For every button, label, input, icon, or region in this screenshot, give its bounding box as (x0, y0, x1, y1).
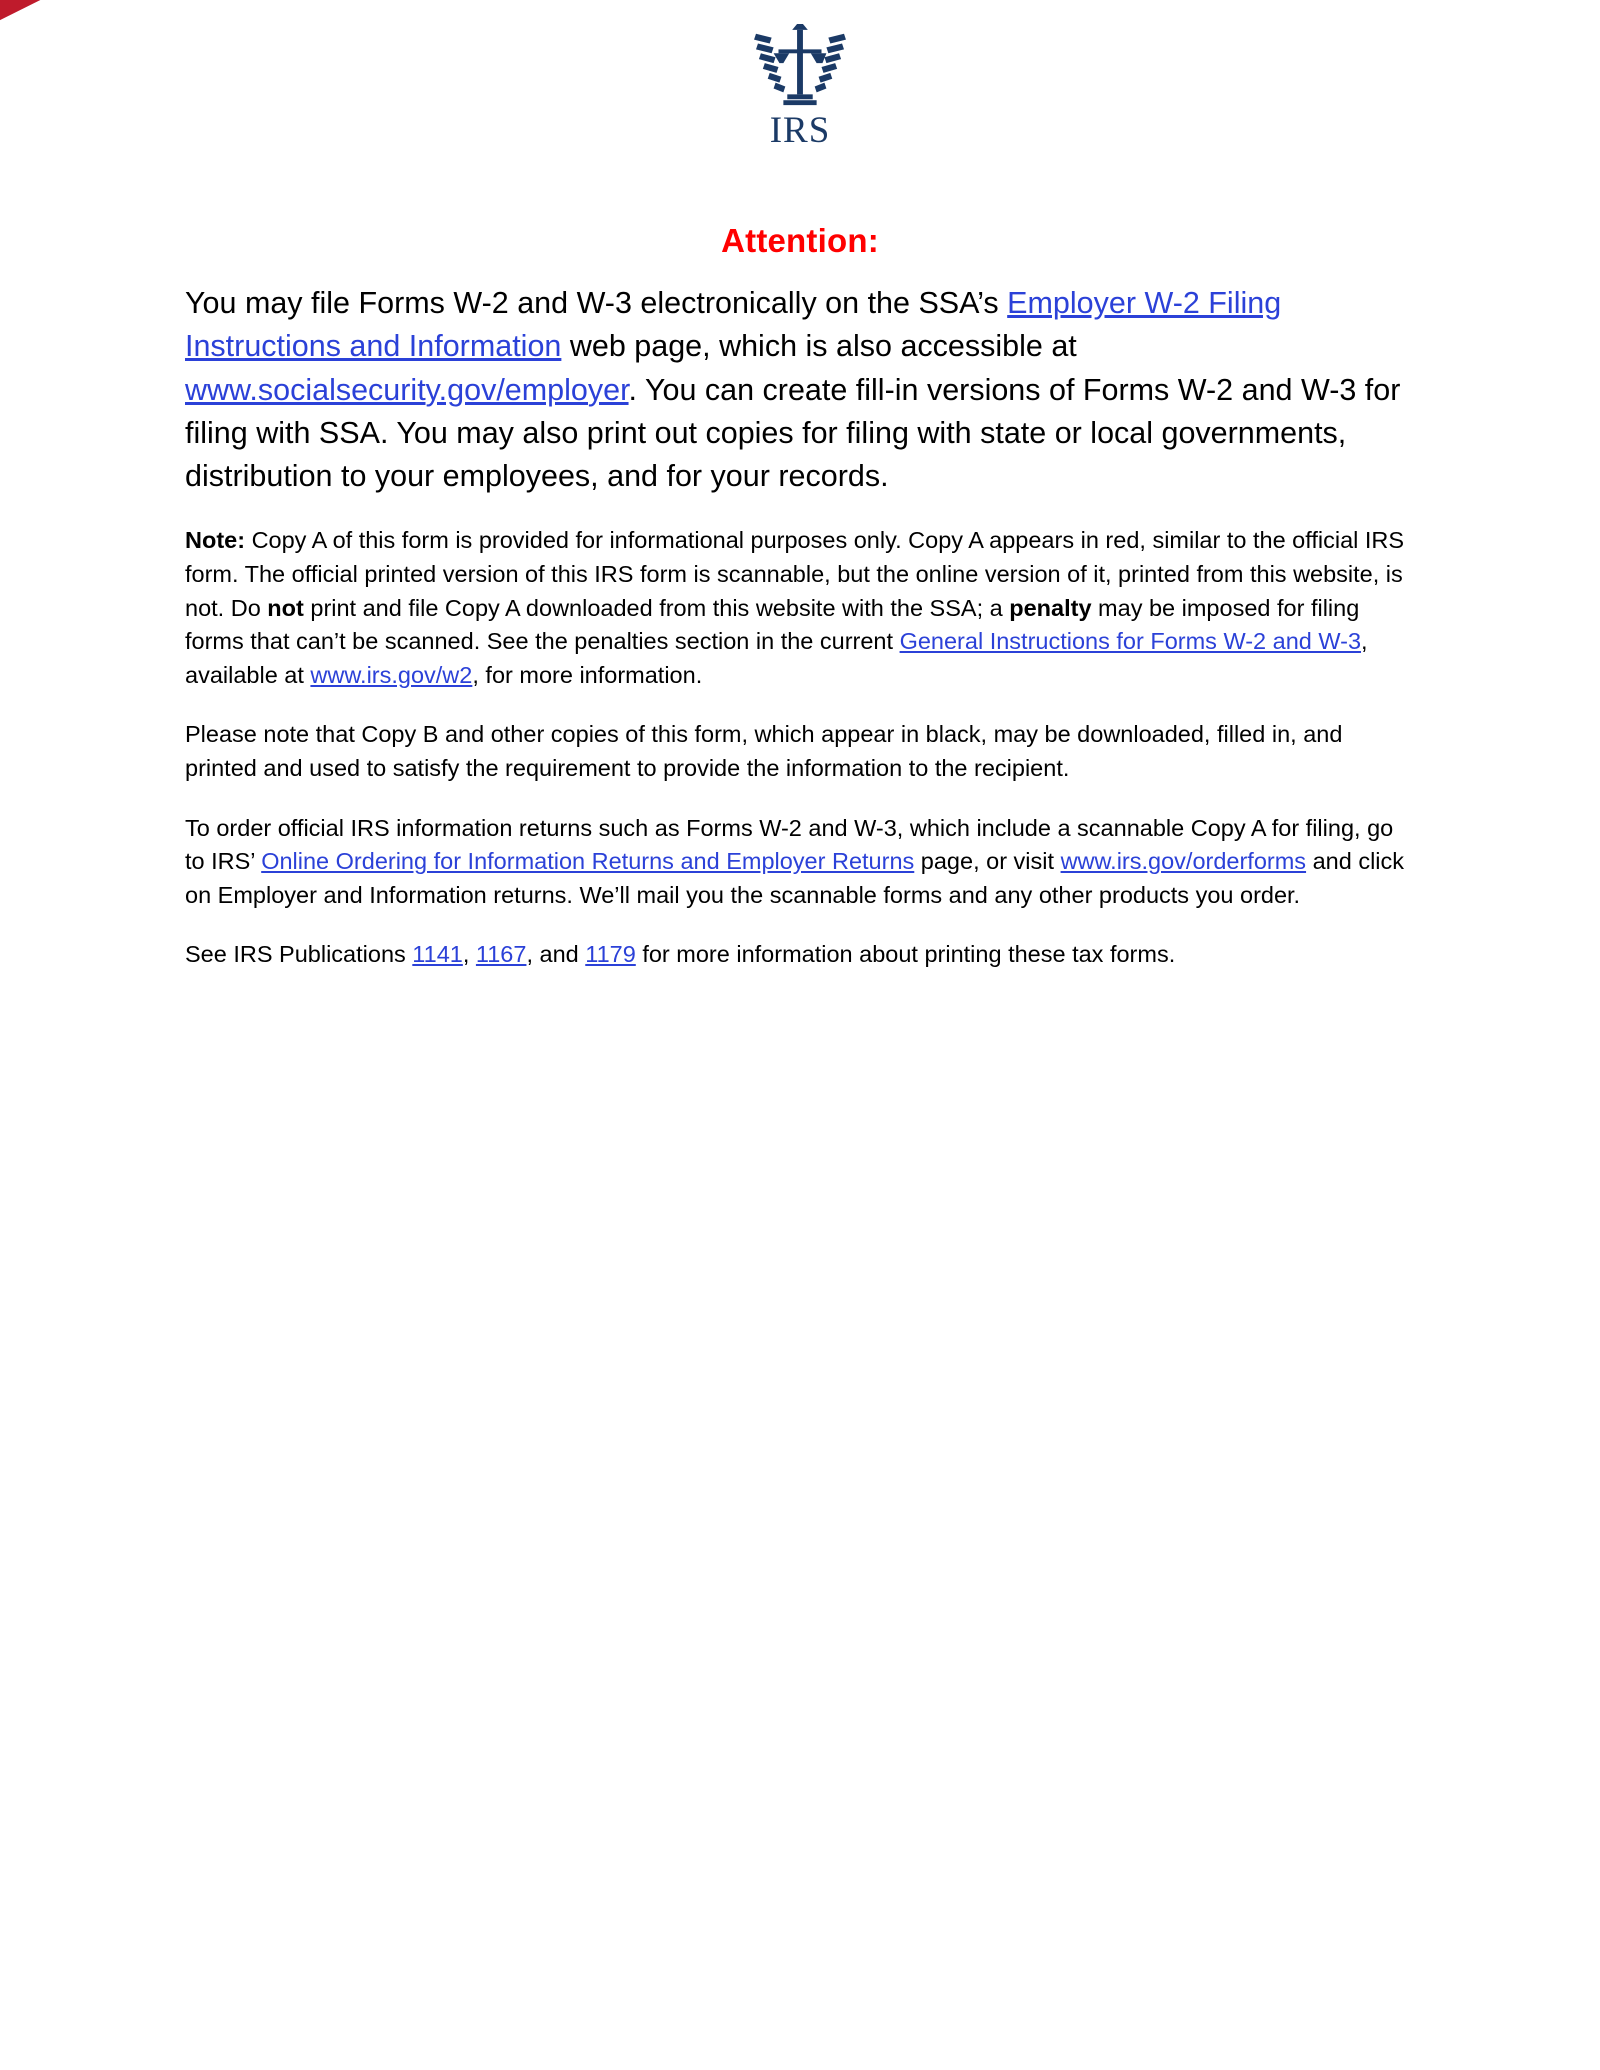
order-text-2: page, or visit (914, 848, 1061, 875)
link-general-instructions-w2-w3[interactable]: General Instructions for Forms W-2 and W-3 (899, 628, 1362, 655)
irs-eagle-scales-icon (745, 22, 855, 110)
page-title: Attention: (721, 222, 879, 259)
note-label: Note: (185, 527, 246, 554)
link-irs-gov-orderforms[interactable]: www.irs.gov/orderforms (1060, 848, 1307, 875)
link-employer-w2-filing[interactable]: Employer W-2 Filing Instructions and Information (185, 286, 1282, 364)
lead-text-1: You may file Forms W-2 and W-3 electronically on the SSA’s (185, 286, 1008, 320)
lead-text-3: . You can create fill-in versions of Forms W-2 and W-3 for filing with SSA. You may also print out copies for filing with state or local governments, distribution to your employees, and for your records. (185, 372, 1401, 494)
order-paragraph (185, 812, 1415, 913)
note-text-3: may be imposed for filing forms that can’t be scanned. See the penalties section in the current (185, 594, 1360, 655)
lead-paragraph (185, 282, 1415, 498)
us-flag-corner-icon (0, 0, 400, 200)
pubs-text-1: See IRS Publications (185, 941, 413, 968)
note-text-2: print and file Copy A downloaded from this website with the SSA; a (303, 594, 1010, 621)
pubs-text-3: , and (526, 941, 586, 968)
link-pub-1141[interactable]: 1141 (412, 941, 463, 968)
note-bold-not: not (267, 594, 304, 621)
lead-text-2: web page, which is also accessible at (561, 329, 1077, 364)
link-pub-1179[interactable]: 1179 (585, 941, 636, 968)
note-text-1: Copy A of this form is provided for informational purposes only. Copy A appears in red, similar to the official IRS form. The official printed version of this IRS form is scannable, but the online version of it, printed from this website, is not. Do (185, 527, 1405, 621)
copy-b-paragraph: Please note that Copy B and other copies of this form, which appear in black, may be downloaded, filled in, and printed and used to satisfy the requirement to provide the information to the recipient. (185, 721, 1343, 782)
link-socialsecurity-employer[interactable]: www.socialsecurity.gov/employer (185, 372, 629, 407)
order-text-1: To order official IRS information returns such as Forms W-2 and W-3, which include a scannable Copy A for filing, go to IRS’ (185, 814, 1394, 875)
publications-paragraph (185, 938, 1415, 972)
note-text-5: , for more information. (472, 661, 703, 688)
note-text-4: , available at (185, 628, 1368, 688)
link-pub-1167[interactable]: 1167 (475, 941, 527, 968)
irs-logo (735, 22, 865, 152)
order-text-3: and click on Employer and Information returns. We’ll mail you the scannable forms and any other products you order. (185, 848, 1405, 908)
note-bold-penalty: penalty (1009, 594, 1092, 621)
link-irs-gov-w2[interactable]: www.irs.gov/w2 (310, 661, 473, 688)
note-paragraph (185, 524, 1415, 692)
document-body (185, 222, 1415, 998)
pubs-text-2: , (462, 941, 476, 968)
irs-wordmark: IRS (769, 110, 831, 151)
link-online-ordering[interactable]: Online Ordering for Information Returns and Employer Returns (261, 848, 915, 875)
pubs-text-4: for more information about printing these tax forms. (635, 941, 1176, 968)
